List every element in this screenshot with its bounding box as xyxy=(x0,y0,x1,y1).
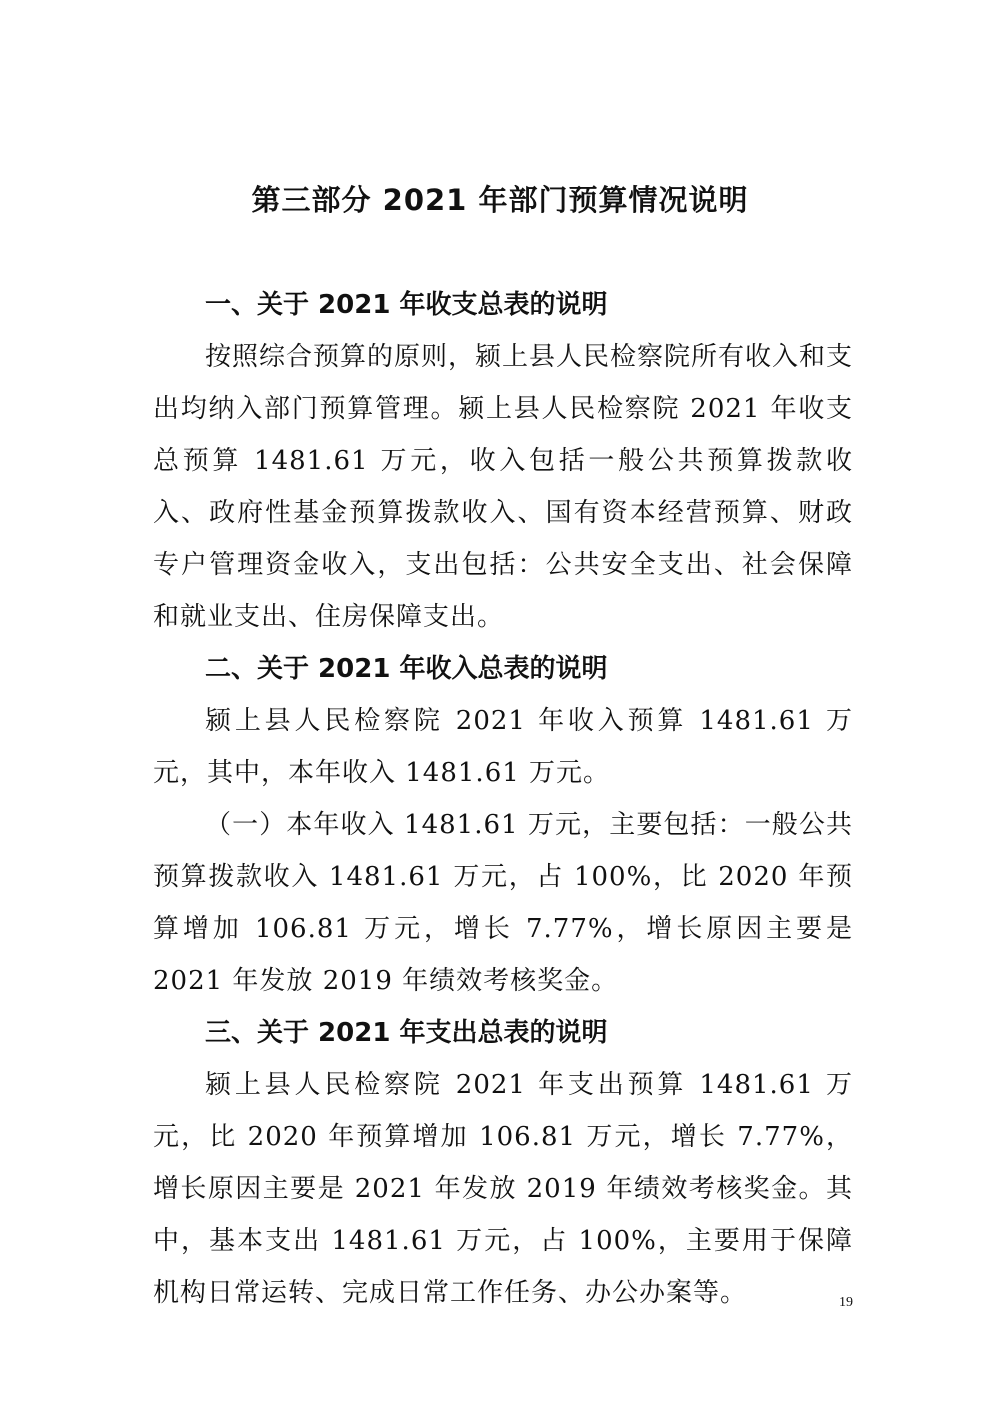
section-income-expense-summary xyxy=(153,279,853,643)
page-title: 第三部分 2021 年部门预算情况说明 xyxy=(251,183,749,217)
page-number: 19 xyxy=(839,1295,853,1310)
section-income-summary xyxy=(153,643,853,1007)
section-heading: 二、关于 2021 年收入总表的说明 xyxy=(205,654,608,684)
section-paragraph: 颍上县人民检察院 2021 年支出预算 1481.61 万元，比 2020 年预算增加 106.81 万元，增长 7.77%，增长原因主要是 2021 年发放 2019 年绩效考核奖金。其中，基本支出 1481.61 万元，占 100%，主要用于保障机构日常运转、完成日常工作任务、办公办案等。 xyxy=(153,1070,853,1308)
document-body xyxy=(153,279,853,1319)
section-expense-summary xyxy=(153,1007,853,1319)
section-paragraph: 颍上县人民检察院 2021 年收入预算 1481.61 万元，其中，本年收入 1481.61 万元。 xyxy=(153,706,853,788)
section-heading: 三、关于 2021 年支出总表的说明 xyxy=(205,1018,608,1048)
section-paragraph: 按照综合预算的原则，颍上县人民检察院所有收入和支出均纳入部门预算管理。颍上县人民检察院 2021 年收支总预算 1481.61 万元，收入包括一般公共预算拨款收入、政府性基金预算拨款收入、国有资本经营预算、财政专户管理资金收入，支出包括：公共安全支出、社会保障和就业支出、住房保障支出。 xyxy=(153,342,854,632)
section-paragraph: （一）本年收入 1481.61 万元，主要包括：一般公共预算拨款收入 1481.61 万元，占 100%，比 2020 年预算增加 106.81 万元，增长 7.77%，增长原因主要是 2021 年发放 2019 年绩效考核奖金。 xyxy=(153,810,853,996)
section-heading: 一、关于 2021 年收支总表的说明 xyxy=(205,290,608,320)
